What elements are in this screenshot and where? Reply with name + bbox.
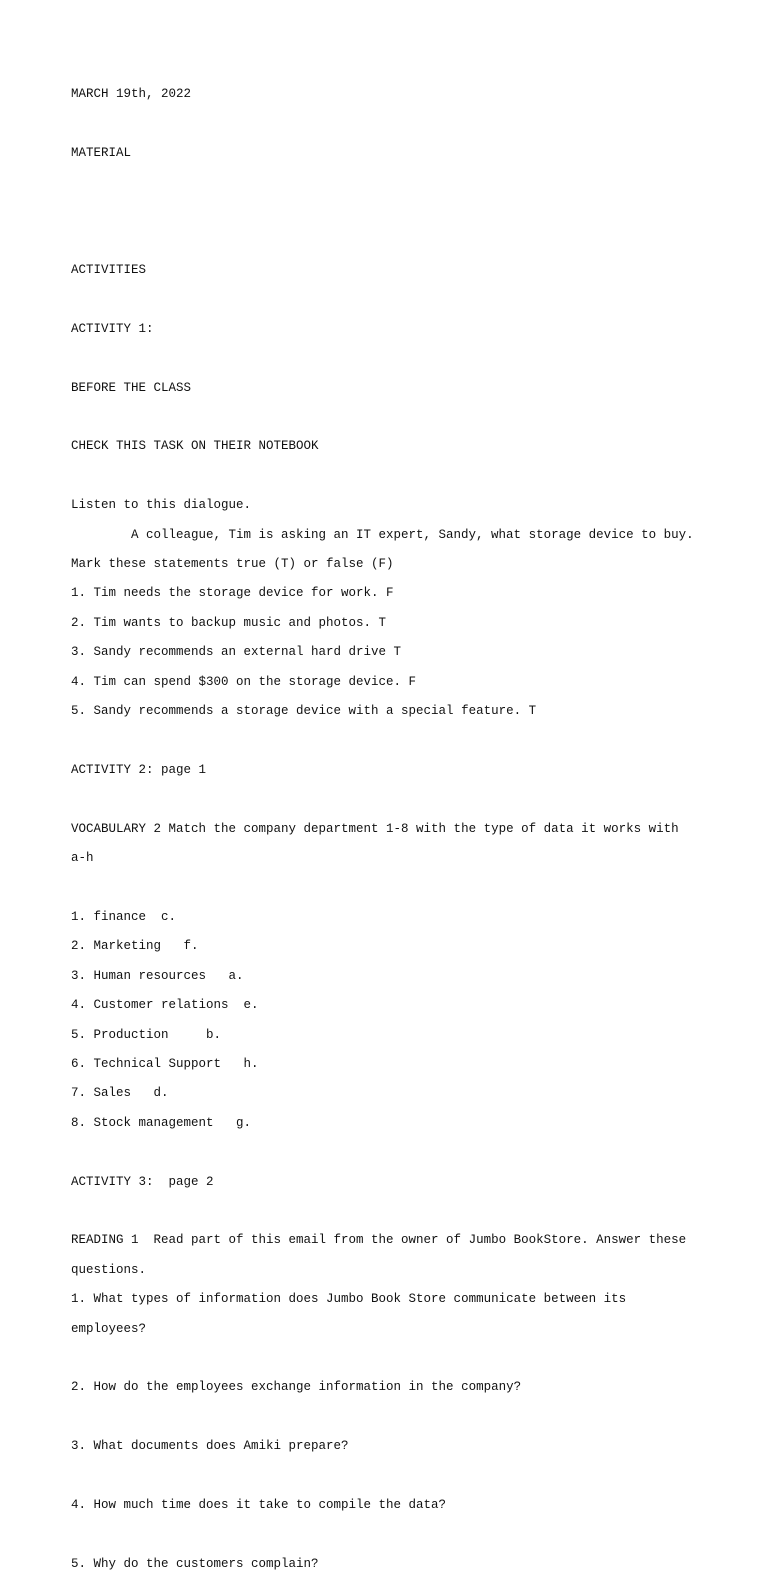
blank — [71, 234, 721, 249]
document-body — [71, 72, 721, 1586]
match-item: 4. Customer relations e. — [71, 998, 259, 1013]
blank — [71, 351, 721, 366]
dialogue-context: A colleague, Tim is asking an IT expert, Sandy, what storage device to buy. — [131, 527, 694, 542]
blank — [71, 1527, 721, 1542]
activities-heading: ACTIVITIES — [71, 263, 147, 278]
question-3: 3. What documents does Amiki prepare? — [71, 1439, 349, 1454]
question-2: 2. How do the employees exchange information in the company? — [71, 1380, 522, 1395]
blank — [71, 116, 721, 131]
tf-statement: 2. Tim wants to backup music and photos. T — [71, 615, 387, 630]
material-heading: MATERIAL — [71, 145, 132, 160]
blank — [71, 204, 721, 219]
activity2-heading: ACTIVITY 2: page 1 — [71, 762, 207, 777]
tf-statement: 1. Tim needs the storage device for work. F — [71, 586, 394, 601]
match-item: 7. Sales d. — [71, 1086, 169, 1101]
blank — [71, 881, 721, 896]
blank — [71, 175, 721, 190]
blank — [71, 1204, 721, 1219]
blank — [71, 792, 721, 807]
reading-instruction: READING 1 Read part of this email from the owner of Jumbo BookStore. Answer these — [71, 1233, 687, 1248]
match-item: 1. finance c. — [71, 909, 177, 924]
check-task-line: CHECK THIS TASK ON THEIR NOTEBOOK — [71, 439, 319, 454]
tf-statement: 4. Tim can spend $300 on the storage device. F — [71, 674, 417, 689]
vocabulary-instruction: VOCABULARY 2 Match the company department 1-8 with the type of data it works with — [71, 821, 679, 836]
before-class-line: BEFORE THE CLASS — [71, 380, 192, 395]
blank — [71, 734, 721, 749]
match-item: 5. Production b. — [71, 1027, 222, 1042]
blank — [71, 292, 721, 307]
activity3-heading: ACTIVITY 3: page 2 — [71, 1174, 214, 1189]
blank — [71, 410, 721, 425]
question-1: 1. What types of information does Jumbo Book Store communicate between its — [71, 1292, 627, 1307]
vocabulary-instruction-cont: a-h — [71, 851, 94, 866]
match-item: 8. Stock management g. — [71, 1115, 252, 1130]
blank — [71, 1145, 721, 1160]
activity1-heading: ACTIVITY 1: — [71, 321, 154, 336]
tf-statement: 3. Sandy recommends an external hard drive T — [71, 645, 402, 660]
match-item: 3. Human resources a. — [71, 968, 244, 983]
blank — [71, 1351, 721, 1366]
match-item: 6. Technical Support h. — [71, 1056, 259, 1071]
match-item: 2. Marketing f. — [71, 939, 199, 954]
tf-instruction: Mark these statements true (T) or false (F) — [71, 557, 394, 572]
question-5: 5. Why do the customers complain? — [71, 1556, 319, 1571]
reading-instruction-cont: questions. — [71, 1262, 147, 1277]
question-1-cont: employees? — [71, 1321, 147, 1336]
listen-line: Listen to this dialogue. — [71, 498, 252, 513]
blank — [71, 1469, 721, 1484]
blank — [71, 469, 721, 484]
question-4: 4. How much time does it take to compile the data? — [71, 1497, 447, 1512]
tf-statement: 5. Sandy recommends a storage device with a special feature. T — [71, 704, 537, 719]
date-line: MARCH 19th, 2022 — [71, 86, 192, 101]
blank — [71, 1410, 721, 1425]
